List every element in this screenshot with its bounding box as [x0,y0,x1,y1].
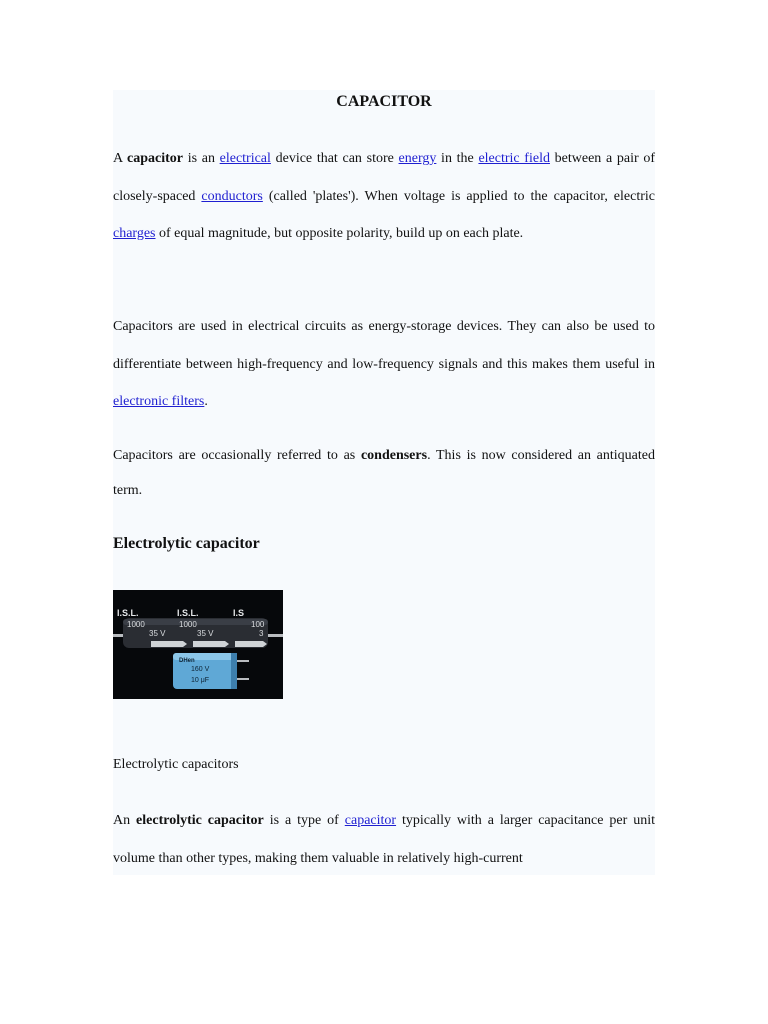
axial-value-3: 100 [251,620,265,629]
axial-label-3: I.S [233,608,245,618]
term-condensers: condensers [360,448,428,463]
axial-value-2: 1000 [179,620,197,629]
page-title: CAPACITOR [336,93,432,110]
axial-label-2: I.S.L. [177,608,199,618]
intro-text-4: in the [436,151,479,166]
link-electric-field[interactable]: electric field [478,151,550,166]
link-conductors[interactable]: conductors [201,188,263,204]
usage-text-2: . [204,394,208,409]
section-heading: Electrolytic capacitor [113,535,260,552]
radial-brand: DHen [179,658,195,664]
axial-volt-1: 35 V [149,629,166,638]
intro-text-1: A [113,151,128,166]
electrolytic-text-2: is a type of [263,813,345,828]
axial-volt-3: 3 [259,629,264,638]
electrolytic-capacitors-photo [113,590,283,699]
term-capacitor: capacitor [127,151,184,166]
usage-text-1: Capacitors are used in electrical circuits as energy-storage devices. They can also be used to differentiate between high-frequency and low-frequency signals and this makes them useful in [113,319,655,372]
link-energy[interactable]: energy [398,151,437,166]
capacitors-illustration [113,590,283,699]
link-electrical[interactable]: electrical [219,151,271,166]
radial-value: 10 μF [191,677,210,684]
condensers-text-1: Capacitors are occasionally referred to as [113,448,361,463]
link-charges[interactable]: charges [113,226,156,241]
term-electrolytic-capacitor: electrolytic capacitor [136,813,264,828]
condensers-paragraph [113,438,655,508]
image-caption: Electrolytic capacitors [113,757,239,772]
electrolytic-text-3: typically with a larger capacitance per unit volume than other types, making them valuable in relatively high-current [113,813,655,866]
link-electronic-filters[interactable]: electronic filters [113,394,205,409]
condensers-text-2: . This is now considered an antiquated term. [113,448,655,498]
intro-text-2: is an [183,151,220,166]
intro-text-5: between a pair of closely-spaced [113,151,655,204]
axial-volt-2: 35 V [197,629,214,638]
document-body [113,90,655,875]
intro-paragraph [113,140,655,253]
radial-volt: 160 V [191,666,210,673]
intro-text-6: (called 'plates'). When voltage is applied to the capacitor, electric [262,188,655,204]
electrolytic-paragraph [113,802,655,877]
usage-paragraph [113,308,655,421]
intro-text-3: device that can store [270,151,399,166]
axial-value-1: 1000 [127,620,145,629]
axial-label-1: I.S.L. [117,608,139,618]
electrolytic-text-1: An [113,813,137,828]
link-capacitor[interactable]: capacitor [344,813,397,828]
intro-text-7: of equal magnitude, but opposite polarity, build up on each plate. [155,226,524,241]
